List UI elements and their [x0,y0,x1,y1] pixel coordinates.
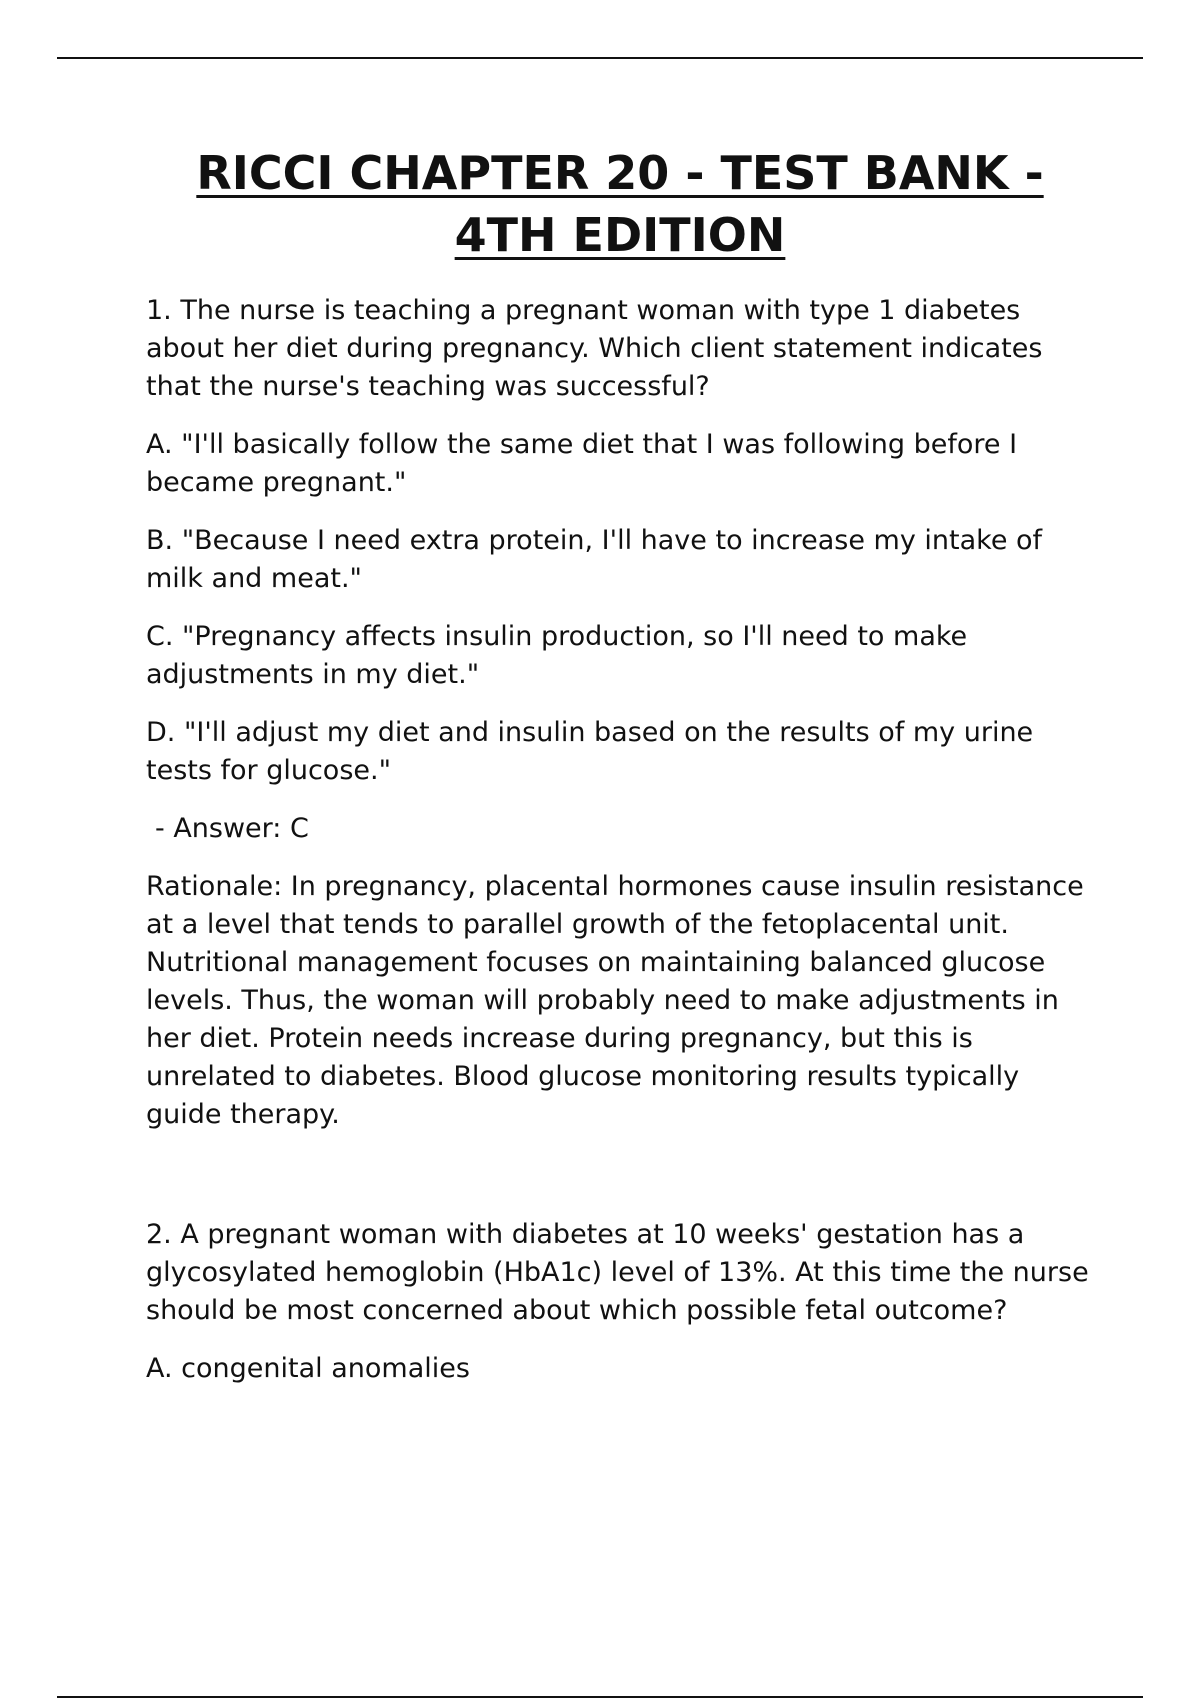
question-1-option-a: A. "I'll basically follow the same diet that I was following before I became pregnant." [146,429,1018,498]
question-1-option-c: C. "Pregnancy affects insulin production, so I'll need to make adjustments in my diet." [146,621,968,690]
question-2-stem: 2. A pregnant woman with diabetes at 10 weeks' gestation has a glycosylated hemoglobin (HbA1c) level of 13%. At this time the nurse should be most concerned about which possible fetal outcome? [146,1219,1089,1326]
top-rule [57,57,1143,59]
question-1-answer: - Answer: C [155,813,309,844]
title-line-2: 4TH EDITION [454,208,786,262]
question-2-option-a: A. congenital anomalies [146,1353,470,1384]
question-1-option-d: D. "I'll adjust my diet and insulin based on the results of my urine tests for glucose." [146,717,1034,786]
question-1-option-b: B. "Because I need extra protein, I'll have to increase my intake of milk and meat." [146,525,1043,594]
question-separator [146,1154,1096,1216]
title-line-1: RICCI CHAPTER 20 - TEST BANK - [196,146,1044,200]
question-list [146,292,1096,1408]
page-title [150,142,1090,266]
bottom-rule [57,1696,1143,1698]
question-1-stem: 1. The nurse is teaching a pregnant woman with type 1 diabetes about her diet during pregnancy. Which client statement indicates that the nurse's teaching was successful? [146,295,1043,402]
question-1-rationale: Rationale: In pregnancy, placental hormones cause insulin resistance at a level that tends to parallel growth of the fetoplacental unit. Nutritional management focuses on maintaining balanced glucose levels. Thus, the woman will probably need to make adjustments in her diet. Protein needs increase during pregnancy, but this is unrelated to diabetes. Blood glucose monitoring results typically guide therapy. [146,871,1084,1130]
